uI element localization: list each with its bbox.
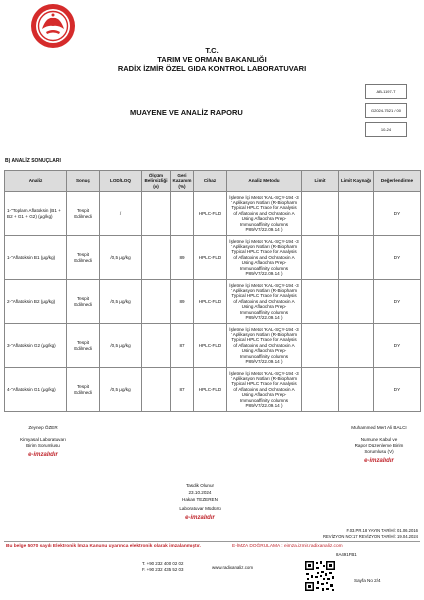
cell-limit (302, 368, 339, 412)
signer-role: Numune Kabul ve (360, 437, 398, 442)
col-header-analiz: Analiz (5, 171, 67, 192)
cell-kaynak (339, 324, 374, 368)
cell-kazanim: 87 (171, 324, 194, 368)
cell-belirsizlik (142, 236, 171, 280)
cell-lod: /0,5 μg/kg (100, 368, 142, 412)
cell-kazanim: 87 (171, 368, 194, 412)
cell-kazanim (171, 192, 194, 236)
e-signature-mark: e-imzalıdır (185, 515, 215, 521)
e-signature-legal-notice: Bu belge 5070 sayılı Elektronik İmza Kanunu uyarınca elektronik olarak imzalanmıştır. (6, 544, 201, 549)
report-meta-box (365, 84, 407, 141)
col-header-belirsizlik: Ölçüm Belirsizliği (±) (142, 171, 171, 192)
e-signature-verify-link[interactable]: E-İMZA DOĞRULAMA : eimza.izmir.radixanaliz.com (232, 544, 343, 549)
cell-belirsizlik (142, 324, 171, 368)
table-header-row (5, 171, 421, 192)
table-row (5, 192, 421, 236)
meta-date: 10-24 (365, 122, 407, 137)
cell-cihaz: HPLC-FLD (194, 236, 227, 280)
cell-belirsizlik (142, 192, 171, 236)
cell-cihaz: HPLC-FLD (194, 368, 227, 412)
cell-analiz: 2-"Aflatoksin B2 (μg/kg) (5, 280, 67, 324)
cell-metod: İşletme İçi Metot 'KAL-SÇY-194 -3 ' Aplikasyon Notları (R-Biopharm Typical HPLC Trace for Analysis of Aflatoxins and Ochratoxin A Using Aflaochra Prep- Immunoaffinity columns P89/V7/22.09.14 ) (227, 368, 302, 412)
header-line-3: RADİX İZMİR ÖZEL GIDA KONTROL LABORATUVARI (117, 64, 307, 73)
cell-analiz: 1-"Toplam Aflatoksin (B1 + B2 + G1 + G2) (μg/kg) (5, 192, 67, 236)
page-number: Sayfa No 2/4 (354, 578, 381, 583)
signer-role: Birim Sorumlusu (26, 443, 60, 448)
cell-lod: /0,5 μg/kg (100, 324, 142, 368)
website-link[interactable]: www.radixanaliz.com (212, 565, 253, 570)
revision-number: REVİZYON NO:17 REVİZYON TARİHİ: 19.04.2024 (322, 534, 418, 539)
document-code: 8A491FB1 (336, 552, 357, 557)
e-signature-mark: e-imzalıdır (28, 452, 58, 458)
e-signature-mark: e-imzalıdır (364, 458, 394, 464)
col-header-kaynak: Limit Kaynağı (339, 171, 374, 192)
col-header-sonuc: Sonuç (67, 171, 100, 192)
col-header-kazanim: Geri Kazanım (%) (171, 171, 194, 192)
cell-limit (302, 280, 339, 324)
cell-cihaz: HPLC-FLD (194, 324, 227, 368)
signer-role: Sorumlusu (V) (364, 449, 394, 454)
meta-accreditation: AB-1197-T (365, 84, 407, 99)
cell-sonuc: Tespit Edilmedi (67, 368, 100, 412)
header-line-2: TARIM VE ORMAN BAKANLIĞI (157, 55, 267, 64)
col-header-metod: Analiz Metodu (227, 171, 302, 192)
signer-name: Zeynep ÖZER (28, 425, 58, 430)
cell-belirsizlik (142, 280, 171, 324)
cell-sonuc: Tespit Edilmedi (67, 324, 100, 368)
col-header-cihaz: Cihaz (194, 171, 227, 192)
cell-kazanim: 89 (171, 236, 194, 280)
cell-analiz: 1-"Aflatoksin B1 (μg/kg) (5, 236, 67, 280)
form-publish-date: F.03.PR.18 YAYIN TARİHİ: 01.06.2016 (346, 528, 418, 533)
signer-role: Kimyasal Laboratuvarı (20, 437, 66, 442)
cell-cihaz: HPLC-FLD (194, 192, 227, 236)
signer-name: Hakan TEZEREN (182, 497, 218, 502)
signer-name: Muhammed Mert Ali BALCI (351, 425, 407, 430)
cell-limit (302, 324, 339, 368)
signature-center (140, 482, 260, 522)
cell-kaynak (339, 236, 374, 280)
cell-metod: İşletme İçi Metot 'KAL-SÇY-194 -3 ' Aplikasyon Notları (R-Biopharm Typical HPLC Trace for Analysis of Aflatoxins and Ochratoxin A Using Aflaochra Prep- Immunoaffinity columns P89/V7/22.09.14 ) (227, 192, 302, 236)
cell-sonuc: Tespit Edilmedi (67, 192, 100, 236)
cell-sonuc: Tespit Edilmedi (67, 236, 100, 280)
signature-left (8, 425, 78, 458)
cell-lod: /0,5 μg/kg (100, 236, 142, 280)
results-table (4, 170, 421, 412)
cell-sonuc: Tespit Edilmedi (67, 280, 100, 324)
header-line-1: T.C. (205, 46, 219, 55)
organization-header (0, 46, 424, 73)
signature-right (340, 425, 418, 464)
report-title: MUAYENE VE ANALİZ RAPORU (130, 108, 243, 117)
cell-kaynak (339, 280, 374, 324)
phone-number: T. +90 232 400 02 02 (142, 561, 184, 566)
cell-limit (302, 236, 339, 280)
meta-report-number: G2024-7521 / 00 (365, 103, 407, 118)
table-row (5, 324, 421, 368)
approval-label: Tasdik Olunur (185, 483, 215, 488)
table-row (5, 368, 421, 412)
cell-degerlendirme: DY (374, 236, 421, 280)
cell-belirsizlik (142, 368, 171, 412)
cell-kaynak (339, 192, 374, 236)
cell-kazanim: 89 (171, 280, 194, 324)
cell-cihaz: HPLC-FLD (194, 280, 227, 324)
footer-divider (4, 541, 420, 542)
cell-metod: İşletme İçi Metot 'KAL-SÇY-194 -3 ' Aplikasyon Notları (R-Biopharm Typical HPLC Trace for Analysis of Aflatoxins and Ochratoxin A Using Aflaochra Prep- Immunoaffinity columns P89/V7/22.09.14 ) (227, 236, 302, 280)
cell-metod: İşletme İçi Metot 'KAL-SÇY-194 -3 ' Aplikasyon Notları (R-Biopharm Typical HPLC Trace for Analysis of Aflatoxins and Ochratoxin A Using Aflaochra Prep- Immunoaffinity columns P89/V7/22.09.14 ) (227, 280, 302, 324)
qr-code-icon (304, 560, 336, 592)
cell-metod: İşletme İçi Metot 'KAL-SÇY-194 -3 ' Aplikasyon Notları (R-Biopharm Typical HPLC Trace for Analysis of Aflatoxins and Ochratoxin A Using Aflaochra Prep- Immunoaffinity columns P89/V7/22.09.14 ) (227, 324, 302, 368)
cell-analiz: 3-"Aflatoksin G2 (μg/kg) (5, 324, 67, 368)
cell-degerlendirme: DY (374, 192, 421, 236)
cell-degerlendirme: DY (374, 280, 421, 324)
cell-limit (302, 192, 339, 236)
col-header-lod: LOD/LOQ (100, 171, 142, 192)
col-header-degerlendirme: Değerlendirme (374, 171, 421, 192)
section-title: B) ANALİZ SONUÇLARI (5, 158, 61, 164)
signer-role: Rapor Düzenleme Birim (354, 443, 404, 448)
cell-lod: / (100, 192, 142, 236)
cell-analiz: 4-"Aflatoksin G1 (μg/kg) (5, 368, 67, 412)
cell-lod: /0,5 μg/kg (100, 280, 142, 324)
cell-kaynak (339, 368, 374, 412)
table-row (5, 236, 421, 280)
revision-info (323, 528, 418, 540)
contact-info (142, 561, 183, 573)
fax-number: F. +90 232 435 52 03 (142, 567, 184, 572)
cell-degerlendirme: DY (374, 368, 421, 412)
signer-role: Laboratuvar Müdürü (179, 506, 221, 511)
cell-degerlendirme: DY (374, 324, 421, 368)
approval-date: 23.10.2024 (188, 490, 212, 495)
ministry-logo-icon (30, 3, 76, 49)
table-row (5, 280, 421, 324)
col-header-limit: Limit (302, 171, 339, 192)
